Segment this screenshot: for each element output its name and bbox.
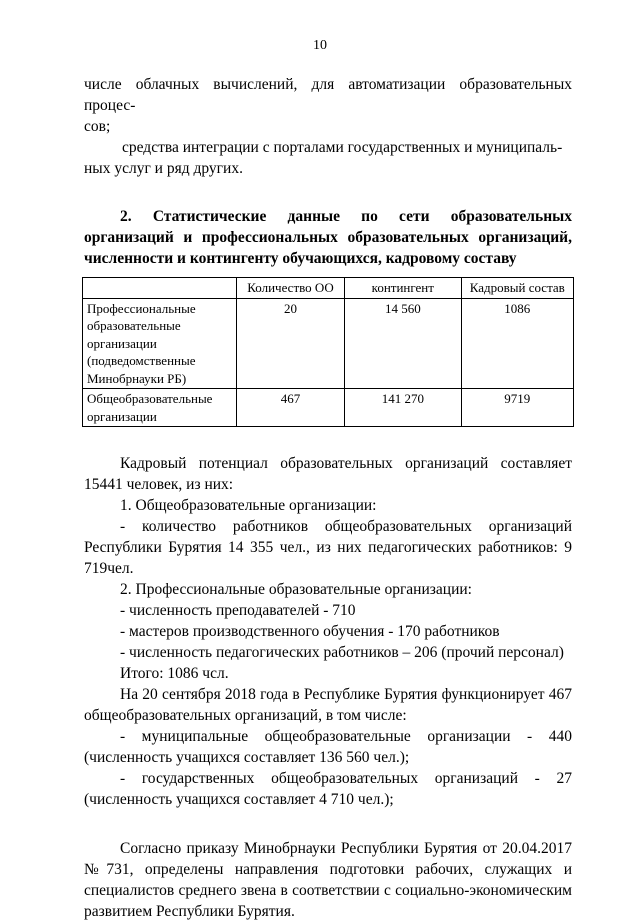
paragraph: На 20 сентября 2018 года в Республике Бурятия функционирует 467 общеобразовательных организаций, в том числе: [84,686,572,724]
table-header-cell [83,278,237,299]
list-item: - мастеров производственного обучения - 170 работников [120,623,500,640]
table-header-cell: контингент [345,278,462,299]
table-header-cell: Количество ОО [236,278,344,299]
table-row [83,389,574,427]
intro-line: числе облачных вычислений, для автоматизации образовательных процес- [84,76,572,114]
table-header-row [83,278,574,299]
list-item: - численность преподавателей - 710 [120,602,356,619]
statistics-table [82,277,574,427]
table-cell-count: 20 [236,298,344,389]
table-row [83,298,574,389]
document-body [84,74,572,922]
table-cell-staff: 9719 [461,389,573,427]
section-heading: 2. Статистические данные по сети образовательных организаций и профессиональных образовательных организаций, численности и контингенту обучающихся, кадровому составу [84,208,572,267]
paragraph: 2. Профессиональные образовательные организации: [120,581,472,598]
table-cell-name: Профессиональные образовательные организации (подведомственные Минобрнауки РБ) [83,298,237,389]
intro-line: ных услуг и ряд других. [84,160,243,177]
table-cell-staff: 1086 [461,298,573,389]
paragraph: Кадровый потенциал образовательных организаций составляет 15441 человек, из них: [84,455,572,493]
intro-line: сов; [84,118,111,135]
list-item: - государственных общеобразовательных организаций - 27 (численность учащихся составляет 4 710 чел.); [84,770,572,808]
paragraph: - количество работников общеобразовательных организаций Республики Бурятия 14 355 чел., из них педагогических работников: 9 719чел. [84,518,572,577]
list-item: - численность педагогических работников – 206 (прочий персонал) [120,644,564,661]
table-cell-contingent: 14 560 [345,298,462,389]
paragraph: Согласно приказу Минобрнауки Республики Бурятия от 20.04.2017 №731, определены направления подготовки рабочих, служащих и специалистов среднего звена в соответствии с социально-экономическим развитием Республики Бурятия. [84,840,572,920]
table-cell-count: 467 [236,389,344,427]
table-header-cell: Кадровый состав [461,278,573,299]
page-number: 10 [313,38,327,53]
intro-line: средства интеграции с порталами государственных и муниципаль- [122,139,563,156]
paragraph: 1. Общеобразовательные организации: [120,497,377,514]
paragraph: Итого: 1086 чсл. [120,665,229,682]
table-cell-contingent: 141 270 [345,389,462,427]
list-item: - муниципальные общеобразовательные организации - 440 (численность учащихся составляет 136 560 чел.); [84,728,572,766]
table-cell-name: Общеобразовательные организации [83,389,237,427]
